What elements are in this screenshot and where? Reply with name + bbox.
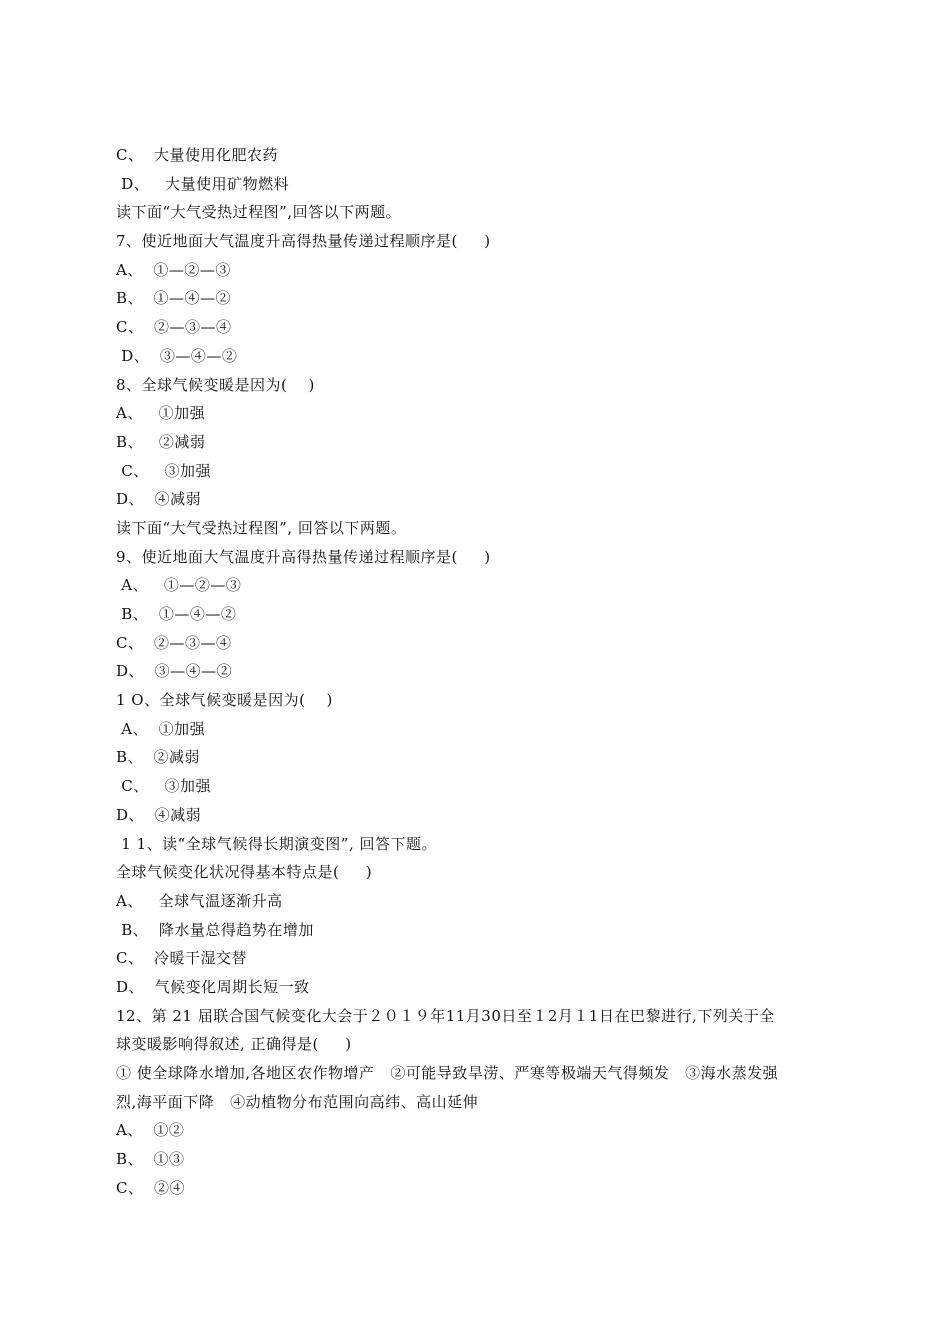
question-10: 1 O、全球气候变暖是因为( ) — [116, 691, 333, 710]
option-line: D、 气候变化周期长短一致 — [116, 977, 310, 996]
text-line: 读下面“大气受热过程图”, 回答以下两题。 — [116, 518, 407, 537]
question-7: 7、使近地面大气温度升高得热量传递过程顺序是( ) — [116, 232, 491, 251]
option-line: B、 ①—④—② — [116, 605, 237, 623]
option-line: D、 ④减弱 — [116, 490, 202, 509]
option-line: A、 ①—②—③ — [116, 576, 242, 595]
question-lines — [116, 141, 840, 1002]
question-12-statements-1: ① 使全球降水增加,各地区农作物增产 ②可能导致旱涝、严寒等极端天气得频发 ③海水蒸发强 — [116, 1064, 779, 1082]
document-content — [116, 141, 840, 1202]
question-12-line-2: 球变暖影响得叙述, 正确得是( ) — [116, 1035, 352, 1054]
option-line: A、 ①② — [116, 1121, 185, 1140]
option-line: C、 ③加强 — [116, 461, 212, 480]
question-12-statements-2: 烈,海平面下降 ④动植物分布范围向高纬、高山延伸 — [116, 1092, 479, 1111]
option-line: B、 ①—④—② — [116, 289, 232, 308]
option-line: B、 降水量总得趋势在增加 — [116, 920, 314, 939]
option-line: C、 冷暖干湿交替 — [116, 949, 248, 968]
text-line: D、 大量使用矿物燃料 — [116, 174, 290, 193]
question-12-line-1: 12、第 21 届联合国气候变化大会于２０１９年11月30日至１2月１1日在巴黎进行,下列关于全 — [116, 1006, 775, 1025]
text-line: C、 大量使用化肥农药 — [116, 146, 279, 164]
question-8: 8、全球气候变暖是因为( ) — [116, 375, 315, 394]
question-11: 1 1、读“全球气候得长期演变图”, 回答下题。 — [116, 834, 437, 853]
option-line: C、 ②④ — [116, 1178, 186, 1197]
option-line: A、 全球气温逐渐升高 — [116, 891, 283, 910]
option-line: A、 ①加强 — [116, 719, 206, 738]
question-9: 9、使近地面大气温度升高得热量传递过程顺序是( ) — [116, 547, 491, 566]
text-line: 读下面“大气受热过程图”,回答以下两题。 — [116, 203, 402, 222]
option-line: D、 ③—④—② — [116, 346, 238, 365]
option-line: A、 ①加强 — [116, 404, 206, 423]
option-line: B、 ②减弱 — [116, 748, 201, 767]
option-line: D、 ③—④—② — [116, 662, 233, 681]
option-line: C、 ②—③—④ — [116, 318, 232, 337]
question-11-stem: 全球气候变化状况得基本特点是( ) — [116, 863, 373, 882]
option-line: C、 ②—③—④ — [116, 633, 232, 652]
option-line: B、 ①③ — [116, 1150, 185, 1169]
option-line: B、 ②减弱 — [116, 432, 206, 451]
option-line: C、 ③加强 — [116, 777, 212, 796]
option-line: A、 ①—②—③ — [116, 260, 231, 279]
option-line: D、 ④减弱 — [116, 805, 202, 824]
